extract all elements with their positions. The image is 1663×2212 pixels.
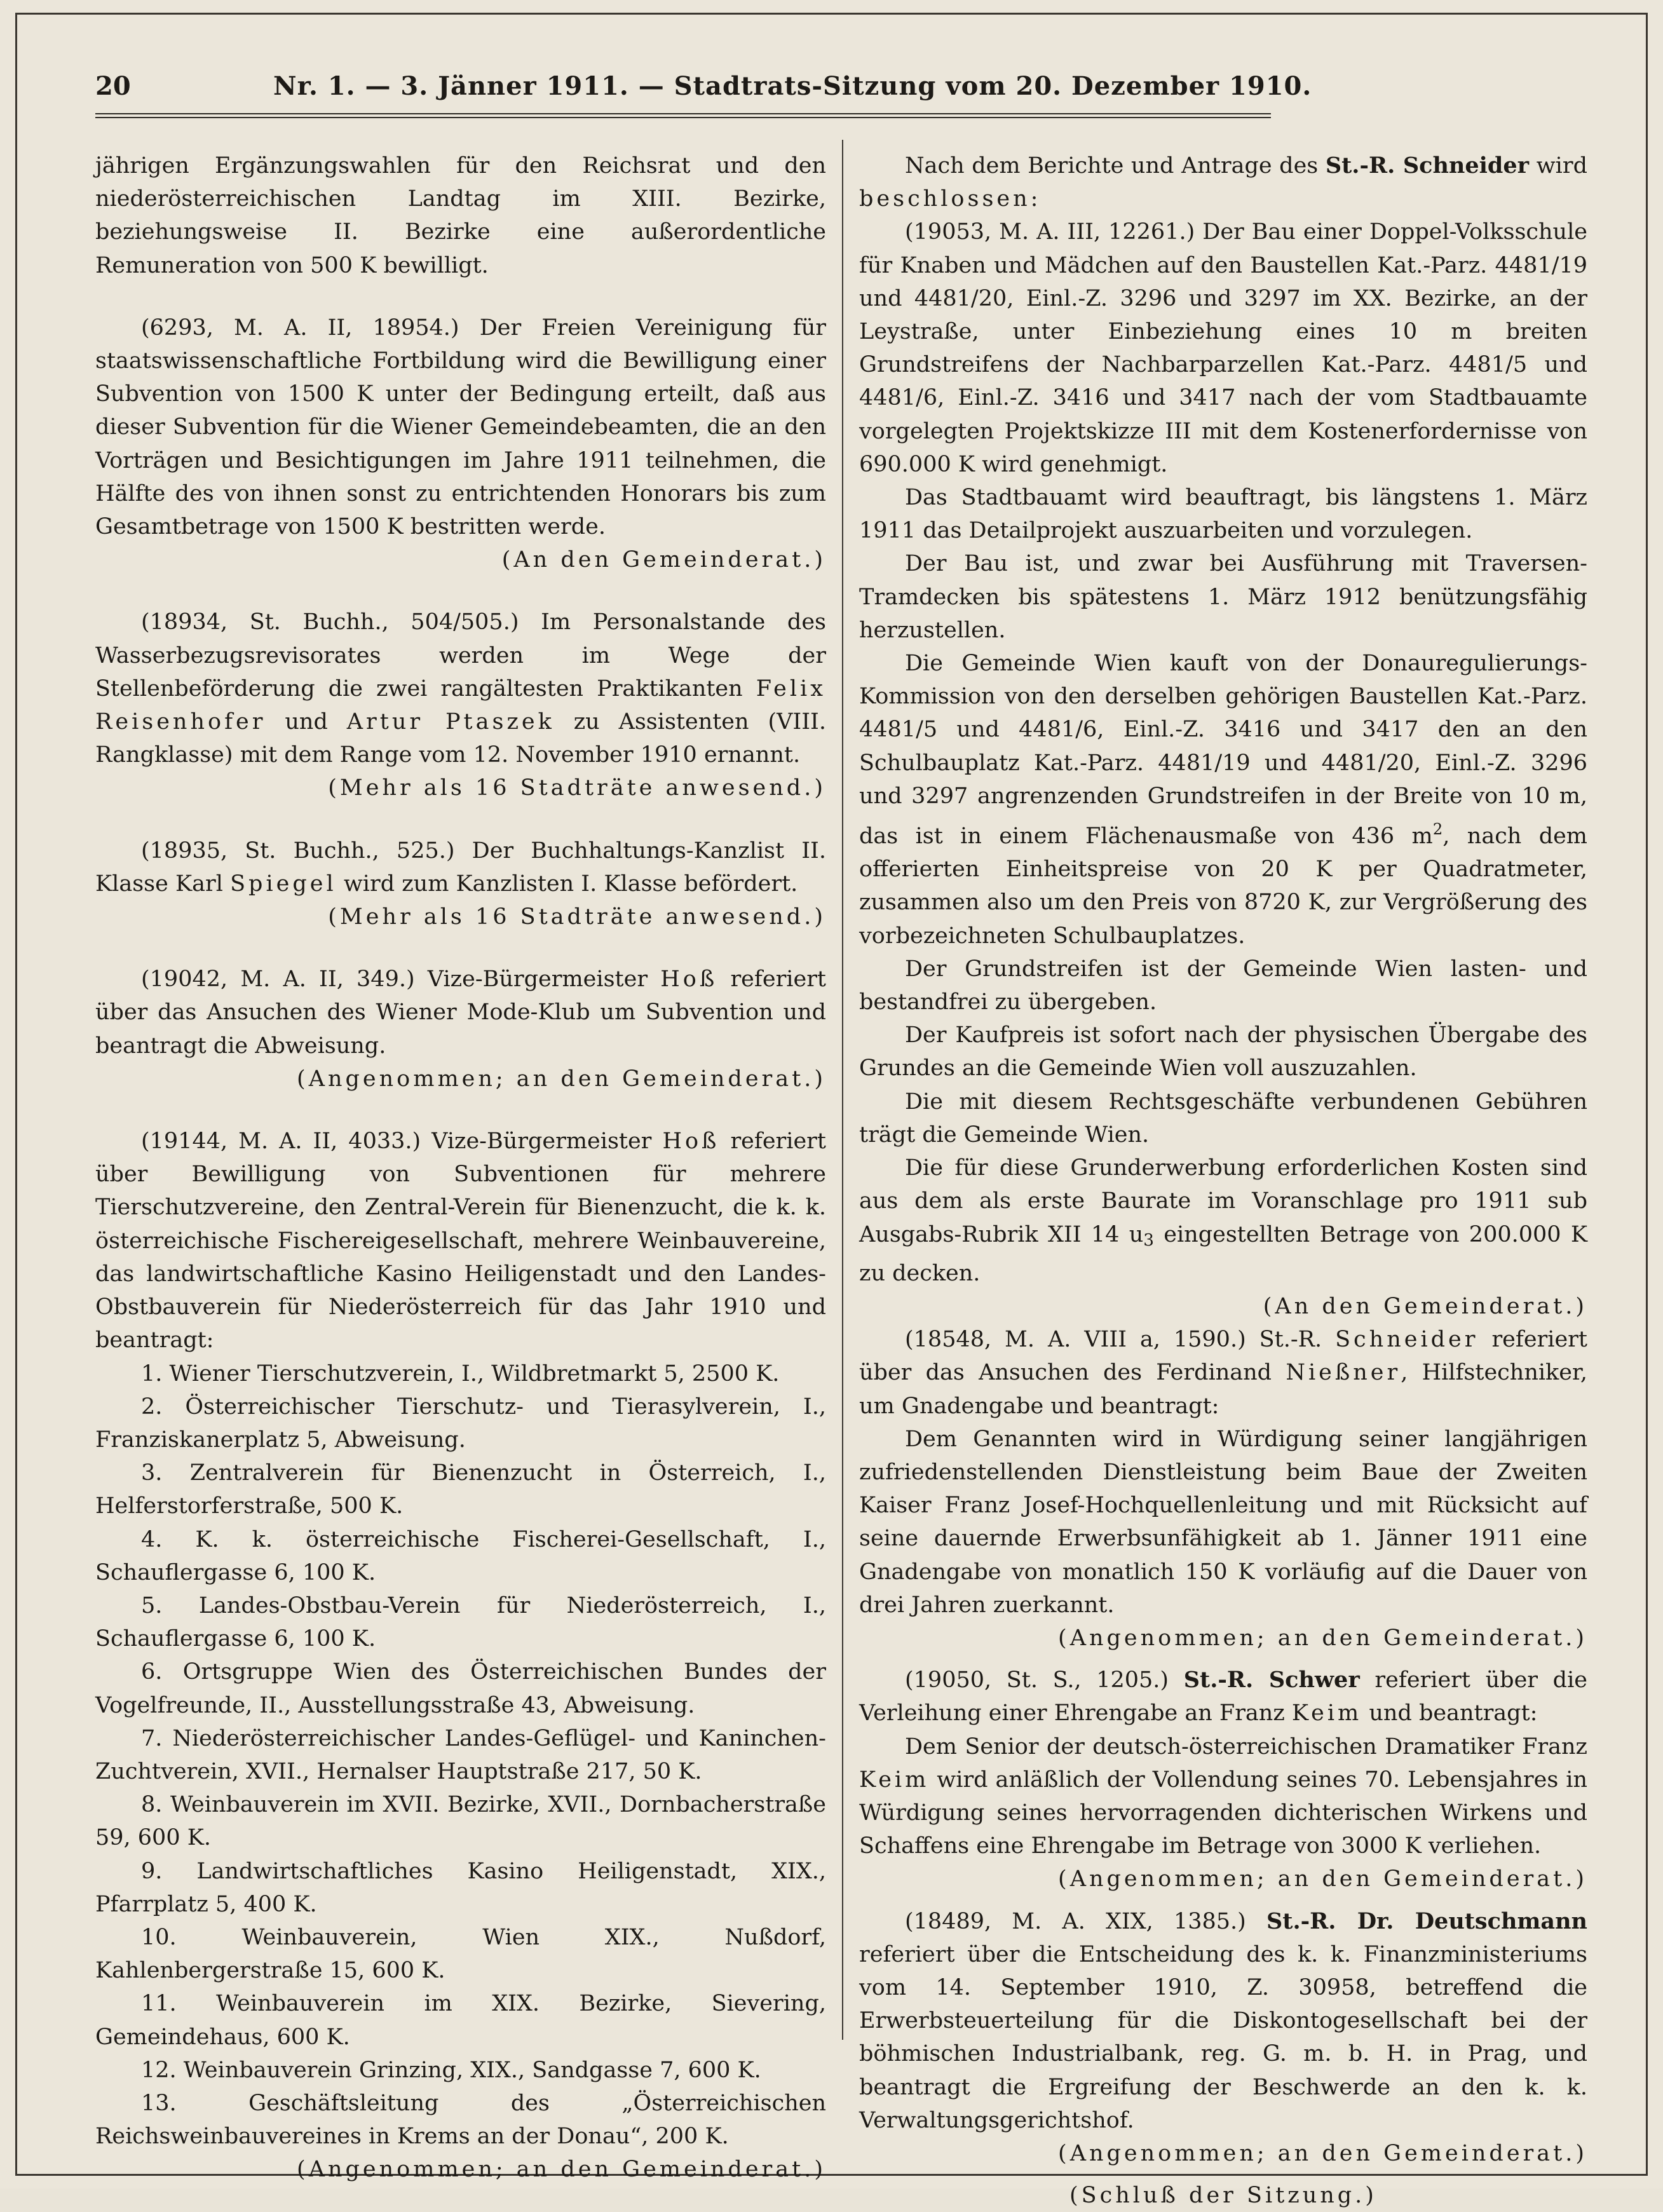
paragraph: Der Grundstreifen ist der Gemeinde Wien lasten- und bestandfrei zu übergeben.: [859, 956, 1587, 1015]
outcome-note: (Mehr als 16 Stadträte anwesend.): [328, 904, 826, 930]
entry-6293: [95, 311, 826, 577]
column-divider: [842, 140, 843, 2040]
entry-18935: [95, 834, 826, 934]
page-header: [95, 71, 1312, 109]
person-name: Spiegel: [230, 871, 337, 897]
paragraph: Die für diese Grunderwerbung erforderlichen Kosten sind aus dem als erste Baurate im Voranschlage pro 1911 sub Ausgabs-Rubrik XII 14 $u_3$ eingestellten Betrage von 200.000 K zu decken.: [859, 1155, 1587, 1286]
councillor-name: St.-R. Dr. Deutschmann: [1266, 1908, 1587, 1934]
list-item: 8. Weinbauverein im XVII. Bezirke, XVII., Dornbacherstraße 59, 600 K.: [95, 1792, 826, 1851]
entry-schneider-intro: [859, 149, 1587, 1323]
outcome-note: (An den Gemeinderat.): [501, 547, 826, 573]
list-item: 11. Weinbauverein im XIX. Bezirke, Sievering, Gemeindehaus, 600 K.: [95, 1991, 826, 2050]
outcome-note: (An den Gemeinderat.): [1263, 1293, 1587, 1319]
list-item: 4. K. k. österreichische Fischerei-Gesellschaft, I., Schauflergasse 6, 100 K.: [95, 1526, 826, 1585]
left-column: [95, 149, 826, 2187]
list-item: 5. Landes-Obstbau-Verein für Niederösterreich, I., Schauflergasse 6, 100 K.: [95, 1592, 826, 1652]
paragraph: Nach dem Berichte und Antrage des St.-R. Schneider wird beschlossen:: [859, 153, 1587, 212]
right-column: [859, 149, 1587, 2212]
paragraph: (19042, M. A. II, 349.) Vize-Bürgermeister Hoß referiert über das Ansuchen des Wiener Mode-Klub um Subvention und beantragt die Abweisung.: [95, 967, 826, 1059]
header-title: Nr. 1. — 3. Jänner 1911. — Stadtrats-Sitzung vom 20. Dezember 1910.: [273, 71, 1312, 101]
list-item: 12. Weinbauverein Grinzing, XIX., Sandgasse 7, 600 K.: [141, 2057, 761, 2083]
outcome-note: (Angenommen; an den Gemeinderat.): [297, 2157, 826, 2183]
paragraph: (18548, M. A. VIII a, 1590.) St.-R. Schneider referiert über das Ansuchen des Ferdinand Nießner, Hilfstechniker, um Gnadengabe und beantragt:: [859, 1327, 1587, 1419]
person-name: Artur Ptaszek: [346, 709, 555, 735]
person-name: Nießner: [1286, 1360, 1401, 1386]
entry-19050: [859, 1664, 1587, 1896]
entry-remuneration: [95, 149, 826, 282]
entry-19144: [95, 1125, 826, 2187]
paragraph: (19144, M. A. II, 4033.) Vize-Bürgermeister Hoß referiert über Bewilligung von Subventionen für mehrere Tierschutzvereine, den Zentral-Verein für Bienenzucht, die k. k. österreichische Fischereigesellschaft, mehrere Weinbauvereine, das landwirtschaftliche Kasino Heiligenstadt und den Landes-Obstbauverein für Niederösterreich für das Jahr 1910 und beantragt:: [95, 1129, 826, 1354]
paragraph: (19050, St. S., 1205.) St.-R. Schwer referiert über die Verleihung einer Ehrengabe an Franz Keim und beantragt:: [859, 1667, 1587, 1727]
paragraph: (6293, M. A. II, 18954.) Der Freien Vereinigung für staatswissenschaftliche Fortbildung wird die Bewilligung einer Subvention von 1500 K unter der Bedingung erteilt, daß aus dieser Subvention für die Wiener Gemeindebeamten, die an den Vorträgen und Besichtigungen im Jahre 1911 teilnehmen, die Hälfte des von ihnen sonst zu entrichtenden Honorars bis zum Gesamtbetrage von 1500 K bestritten werde.: [95, 315, 826, 540]
list-item: 2. Österreichischer Tierschutz- und Tierasylverein, I., Franziskanerplatz 5, Abweisung.: [95, 1394, 826, 1453]
list-item: 6. Ortsgruppe Wien des Österreichischen Bundes der Vogelfreunde, II., Ausstellungsstraße 43, Abweisung.: [95, 1659, 826, 1718]
paragraph: Der Bau ist, und zwar bei Ausführung mit Traversen-Tramdecken bis spätestens 1. März 1912 benützungsfähig herzustellen.: [859, 551, 1587, 643]
paragraph: jährigen Ergänzungswahlen für den Reichsrat und den niederösterreichischen Landtag im XIII. Bezirke, beziehungsweise II. Bezirke eine außerordentliche Remuneration von 500 K bewilligt.: [95, 153, 826, 278]
paragraph: (18934, St. Buchh., 504/505.) Im Personalstande des Wasserbezugsrevisorates werden im Wege der Stellenbeförderung die zwei rangältesten Praktikanten Felix Reisenhofer und Artur Ptaszek zu Assistenten (VIII. Rangklasse) mit dem Range vom 12. November 1910 ernannt.: [95, 609, 826, 768]
list-item: 1. Wiener Tierschutzverein, I., Wildbretmarkt 5, 2500 K.: [141, 1360, 780, 1387]
paragraph: Dem Genannten wird in Würdigung seiner langjährigen zufriedenstellenden Dienstleistung beim Baue der Zweiten Kaiser Franz Josef-Hochquellenleitung und mit Rücksicht auf seine dauernde Erwerbsunfähigkeit ab 1. Jänner 1911 eine Gnadengabe von monatlich 150 K vorläufig auf die Dauer von drei Jahren zuerkannt.: [859, 1426, 1587, 1618]
list-item: 9. Landwirtschaftliches Kasino Heiligenstadt, XIX., Pfarrplatz 5, 400 K.: [95, 1858, 826, 1917]
outcome-note: (Angenommen; an den Gemeinderat.): [1058, 1866, 1587, 1892]
person-name: Keim: [1291, 1700, 1362, 1727]
paragraph: (18489, M. A. XIX, 1385.) St.-R. Dr. Deutschmann referiert über die Entscheidung des k. k. Finanzministeriums vom 14. September 1910, Z. 30958, betreffend die Erwerbsteuerteilung für die Diskontogesellschaft bei der böhmischen Industrialbank, reg. G. m. b. H. in Prag, und beantragt die Ergreifung der Beschwerde an den k. k. Verwaltungsgerichtshof.: [859, 1908, 1587, 2133]
paragraph: (19053, M. A. III, 12261.) Der Bau einer Doppel-Volksschule für Knaben und Mädchen auf den Baustellen Kat.-Parz. 4481/19 und 4481/20, Einl.-Z. 3296 und 3297 im XX. Bezirke, an der Leystraße, unter Einbeziehung eines 10 m breiten Grundstreifens der Nachbarparzellen Kat.-Parz. 4481/5 und 4481/6, Einl.-Z. 3416 und 3417 nach der vom Stadtbauamte vorgelegten Projektskizze III mit dem Kostenerfordernisse von 690.000 K wird genehmigt.: [859, 219, 1587, 477]
councillor-name: St.-R. Schneider: [1325, 153, 1530, 179]
outcome-note: (Angenommen; an den Gemeinderat.): [1058, 1625, 1587, 1651]
list-item: 3. Zentralverein für Bienenzucht in Österreich, I., Helferstorferstraße, 500 K.: [95, 1460, 826, 1519]
entry-18934: [95, 606, 826, 804]
outcome-note: (Angenommen; an den Gemeinderat.): [1058, 2140, 1587, 2166]
paragraph: Dem Senior der deutsch-österreichischen Dramatiker Franz Keim wird anläßlich der Vollendung seines 70. Lebensjahres in Würdigung seines hervorragenden dichterischen Wirkens und Schaffens eine Ehrengabe im Betrage von 3000 K verliehen.: [859, 1734, 1587, 1859]
list-item: 10. Weinbauverein, Wien XIX., Nußdorf, Kahlenbergerstraße 15, 600 K.: [95, 1924, 826, 1984]
outcome-note: (Angenommen; an den Gemeinderat.): [297, 1066, 826, 1092]
paragraph: Die Gemeinde Wien kauft von der Donauregulierungs-Kommission von den derselben gehörigen Baustellen Kat.-Parz. 4481/5 und 4481/6, Einl.-Z. 3416 und 3417 den an den Schulbauplatz Kat.-Parz. 4481/19 und 4481/20, Einl.-Z. 3296 und 3297 angrenzenden Grundstreifen in der Breite von 10 m, das ist in einem Flächenausmaße von 436 $m^2$, nach dem offerierten Einheitspreise von 20 K per Quadratmeter, zusammen also um den Preis von 8720 K, zur Vergrößerung des vorbezeichneten Schulbauplatzes.: [859, 651, 1587, 949]
person-name: Hoß: [662, 1129, 720, 1155]
paragraph: Die mit diesem Rechtsgeschäfte verbundenen Gebühren trägt die Gemeinde Wien.: [859, 1089, 1587, 1148]
person-name: Schneider: [1335, 1327, 1479, 1353]
person-name: Felix Reisenhofer: [95, 675, 826, 735]
list-item: 7. Niederösterreichischer Landes-Geflügel- und Kaninchen-Zuchtverein, XVII., Hernalser Hauptstraße 217, 50 K.: [95, 1725, 826, 1784]
person-name: Hoß: [660, 967, 718, 993]
councillor-name: St.-R. Schwer: [1183, 1667, 1360, 1693]
closing-note: (Schluß der Sitzung.): [1069, 2183, 1377, 2209]
entry-18548: [859, 1323, 1587, 1655]
paragraph: Das Stadtbauamt wird beauftragt, bis längstens 1. März 1911 das Detailprojekt auszuarbeiten und vorzulegen.: [859, 485, 1587, 544]
person-name: Keim: [859, 1767, 930, 1793]
entry-19042: [95, 963, 826, 1096]
paragraph: Der Kaufpreis ist sofort nach der physischen Übergabe des Grundes an die Gemeinde Wien voll auszuzahlen.: [859, 1022, 1587, 1082]
list-item: 13. Geschäftsleitung des „Österreichischen Reichsweinbauvereines in Krems an der Donau“, 200 K.: [95, 2090, 826, 2150]
entry-18489: [859, 1905, 1587, 2171]
page-number: 20: [95, 71, 131, 101]
header-rule: [95, 113, 1271, 118]
outcome-note: (Mehr als 16 Stadträte anwesend.): [328, 775, 826, 801]
paragraph: (18935, St. Buchh., 525.) Der Buchhaltungs-Kanzlist II. Klasse Karl Spiegel wird zum Kanzlisten I. Klasse befördert.: [95, 838, 826, 897]
